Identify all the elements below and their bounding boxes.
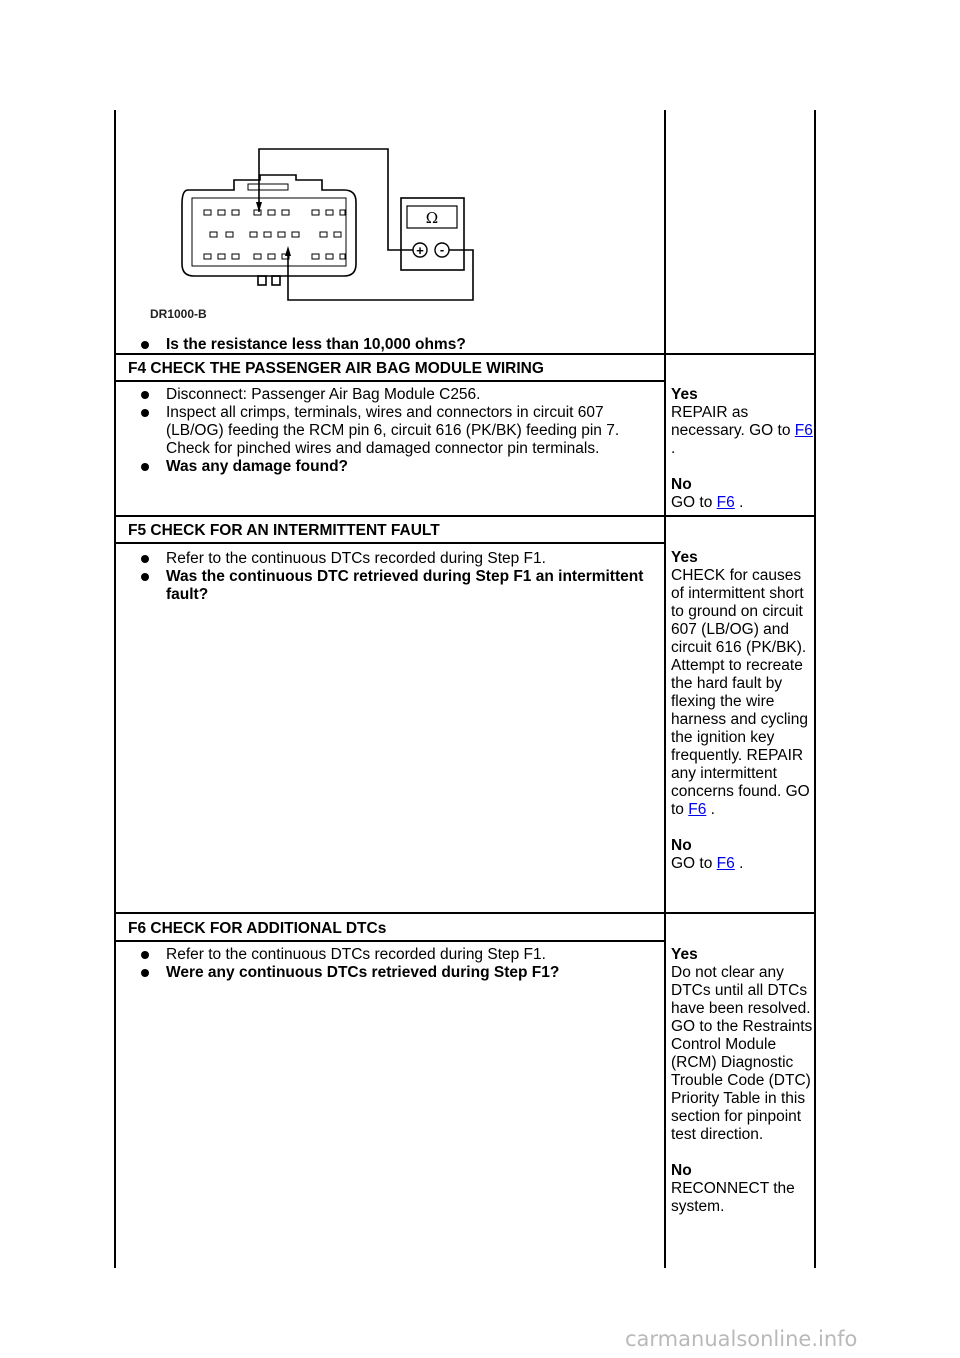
table-left-border — [114, 110, 116, 1268]
connector-ohmmeter-diagram — [148, 140, 488, 325]
top-question-list — [128, 336, 658, 354]
step-f5-result — [671, 549, 813, 873]
list-item: Was the continuous DTC retrieved during Step F1 an intermittent fault? — [128, 568, 658, 604]
probe-minus-tip — [285, 246, 291, 256]
step-f4-result — [671, 386, 813, 512]
table-right-border — [814, 110, 816, 1268]
step-f5-title: F5 CHECK FOR AN INTERMITTENT FAULT — [128, 522, 440, 539]
latch-tab — [248, 184, 288, 190]
row-divider-f5 — [115, 515, 815, 517]
list-item: Disconnect: Passenger Air Bag Module C256. — [128, 386, 658, 404]
no-label: No — [671, 476, 692, 493]
yes-text: Do not clear any DTCs until all DTCs have been resolved. GO to the Restraints Control Module (RCM) Diagnostic Trouble Code (DTC) Priority Table in this section for pinpoint test direction. — [671, 964, 813, 1143]
goto-f6-link[interactable]: F6 — [688, 801, 707, 818]
no-label: No — [671, 837, 692, 854]
yes-label: Yes — [671, 386, 698, 403]
connector-tab — [258, 276, 266, 285]
f4-title-underline — [115, 380, 665, 382]
ohm-symbol: Ω — [425, 209, 439, 227]
list-item: Refer to the continuous DTCs recorded during Step F1. — [128, 946, 658, 964]
list-item: Is the resistance less than 10,000 ohms? — [128, 336, 658, 354]
row-divider-f6 — [115, 912, 815, 914]
yes-label: Yes — [671, 549, 698, 566]
yes-label: Yes — [671, 946, 698, 963]
watermark: carmanualsonline.info — [625, 1327, 858, 1351]
step-f4-title: F4 CHECK THE PASSENGER AIR BAG MODULE WIRING — [128, 360, 544, 377]
list-item: Refer to the continuous DTCs recorded during Step F1. — [128, 550, 658, 568]
goto-f6-link[interactable]: F6 — [794, 422, 813, 439]
goto-f6-link[interactable]: F6 — [716, 494, 735, 511]
f6-title-underline — [115, 940, 665, 942]
table-middle-divider — [664, 110, 666, 1268]
ohmmeter — [401, 198, 464, 270]
no-text: GO to F6 . — [671, 494, 744, 511]
step-f6-items — [128, 946, 658, 982]
step-f6-title: F6 CHECK FOR ADDITIONAL DTCs — [128, 920, 387, 937]
minus-terminal-label: - — [439, 242, 445, 257]
no-text: GO to F6 . — [671, 855, 744, 872]
no-text: RECONNECT the system. — [671, 1180, 795, 1215]
connector-tab — [272, 276, 280, 285]
yes-text: REPAIR as necessary. GO to F6 . — [671, 404, 813, 457]
step-f6-result — [671, 946, 813, 1216]
step-f4-items — [128, 386, 658, 476]
list-item: Was any damage found? — [128, 458, 658, 476]
goto-f6-link[interactable]: F6 — [716, 855, 735, 872]
no-label: No — [671, 1162, 692, 1179]
diagram-caption: DR1000-B — [150, 307, 207, 321]
f5-title-underline — [115, 542, 665, 544]
plus-terminal-label: + — [416, 243, 424, 258]
test-lead-plus — [259, 149, 413, 250]
yes-text: CHECK for causes of intermittent short to ground on circuit 607 (LB/OG) and circuit 616 (PK/BK). Attempt to recreate the hard fault by flexing the wire harness and cycling the ignition key frequently. REPAIR any intermittent concerns found. GO to F6 . — [671, 567, 810, 818]
list-item: Were any continuous DTCs retrieved during Step F1? — [128, 964, 658, 982]
step-f5-items — [128, 550, 658, 604]
test-lead-minus — [288, 250, 473, 300]
list-item: Inspect all crimps, terminals, wires and connectors in circuit 607 (LB/OG) feeding the RCM pin 6, circuit 616 (PK/BK) feeding pin 7. Check for pinched wires and damaged connector pin terminals. — [128, 404, 658, 458]
